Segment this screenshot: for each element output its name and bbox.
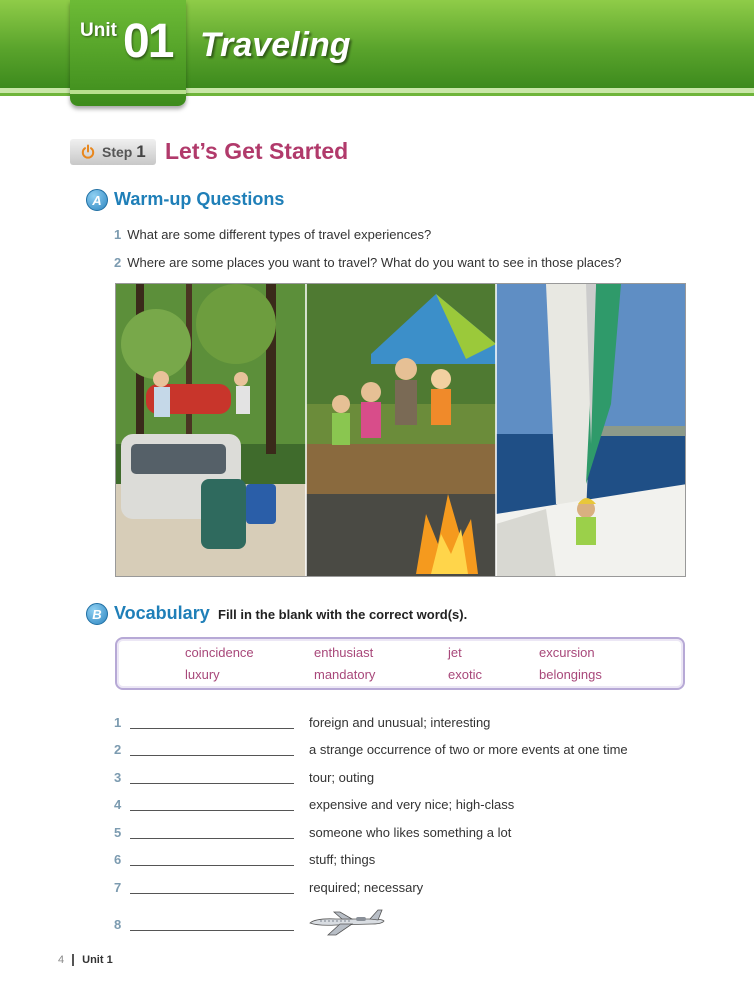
word-bank-item: mandatory (314, 667, 376, 682)
warmup-title: Warm-up Questions (114, 189, 285, 209)
page-number: 4 (58, 954, 65, 966)
word-bank-item: enthusiast (314, 645, 374, 660)
travel-photo-strip (115, 283, 686, 577)
travel-photos (116, 284, 686, 577)
answer-blank[interactable] (130, 728, 294, 729)
unit-word: Unit (80, 20, 117, 41)
page-footer (58, 954, 113, 966)
answer-blank[interactable] (130, 755, 294, 756)
unit-title: Traveling (200, 26, 351, 64)
answer-blank[interactable] (130, 893, 294, 894)
answer-blank[interactable] (130, 783, 294, 784)
unit-number: 01 (123, 15, 173, 68)
question-1: 1 What are some different types of travel experiences? (114, 227, 432, 242)
power-icon (80, 144, 96, 160)
campfire-photo (306, 284, 496, 577)
word-bank (115, 637, 685, 690)
word-bank-item: exotic (448, 667, 482, 682)
word-bank-item: luxury (185, 667, 220, 682)
section-a-icon: A (86, 189, 108, 211)
section-b-icon: B (86, 603, 108, 625)
word-bank-item: belongings (539, 667, 602, 682)
footer-divider (72, 954, 74, 966)
step-title: Let’s Get Started (165, 138, 349, 164)
jet-plane-icon (306, 908, 386, 936)
step-badge (70, 139, 156, 165)
sailing-photo (496, 284, 686, 577)
answer-blank[interactable] (130, 865, 294, 866)
answer-blank[interactable] (130, 810, 294, 811)
vocabulary-instruction: Fill in the blank with the correct word(s). (218, 607, 468, 622)
question-2: 2 Where are some places you want to travel? What do you want to see in those places? (114, 255, 622, 270)
word-bank-item: excursion (539, 645, 595, 660)
car-camping-photo (116, 284, 306, 577)
word-bank-item: coincidence (185, 645, 254, 660)
answer-blank[interactable] (130, 838, 294, 839)
vocabulary-title: Vocabulary (114, 603, 210, 623)
footer-unit-label: Unit 1 (82, 954, 113, 966)
step-label: Step 1 (102, 142, 146, 161)
word-bank-item: jet (448, 645, 462, 660)
answer-blank[interactable] (130, 930, 294, 931)
